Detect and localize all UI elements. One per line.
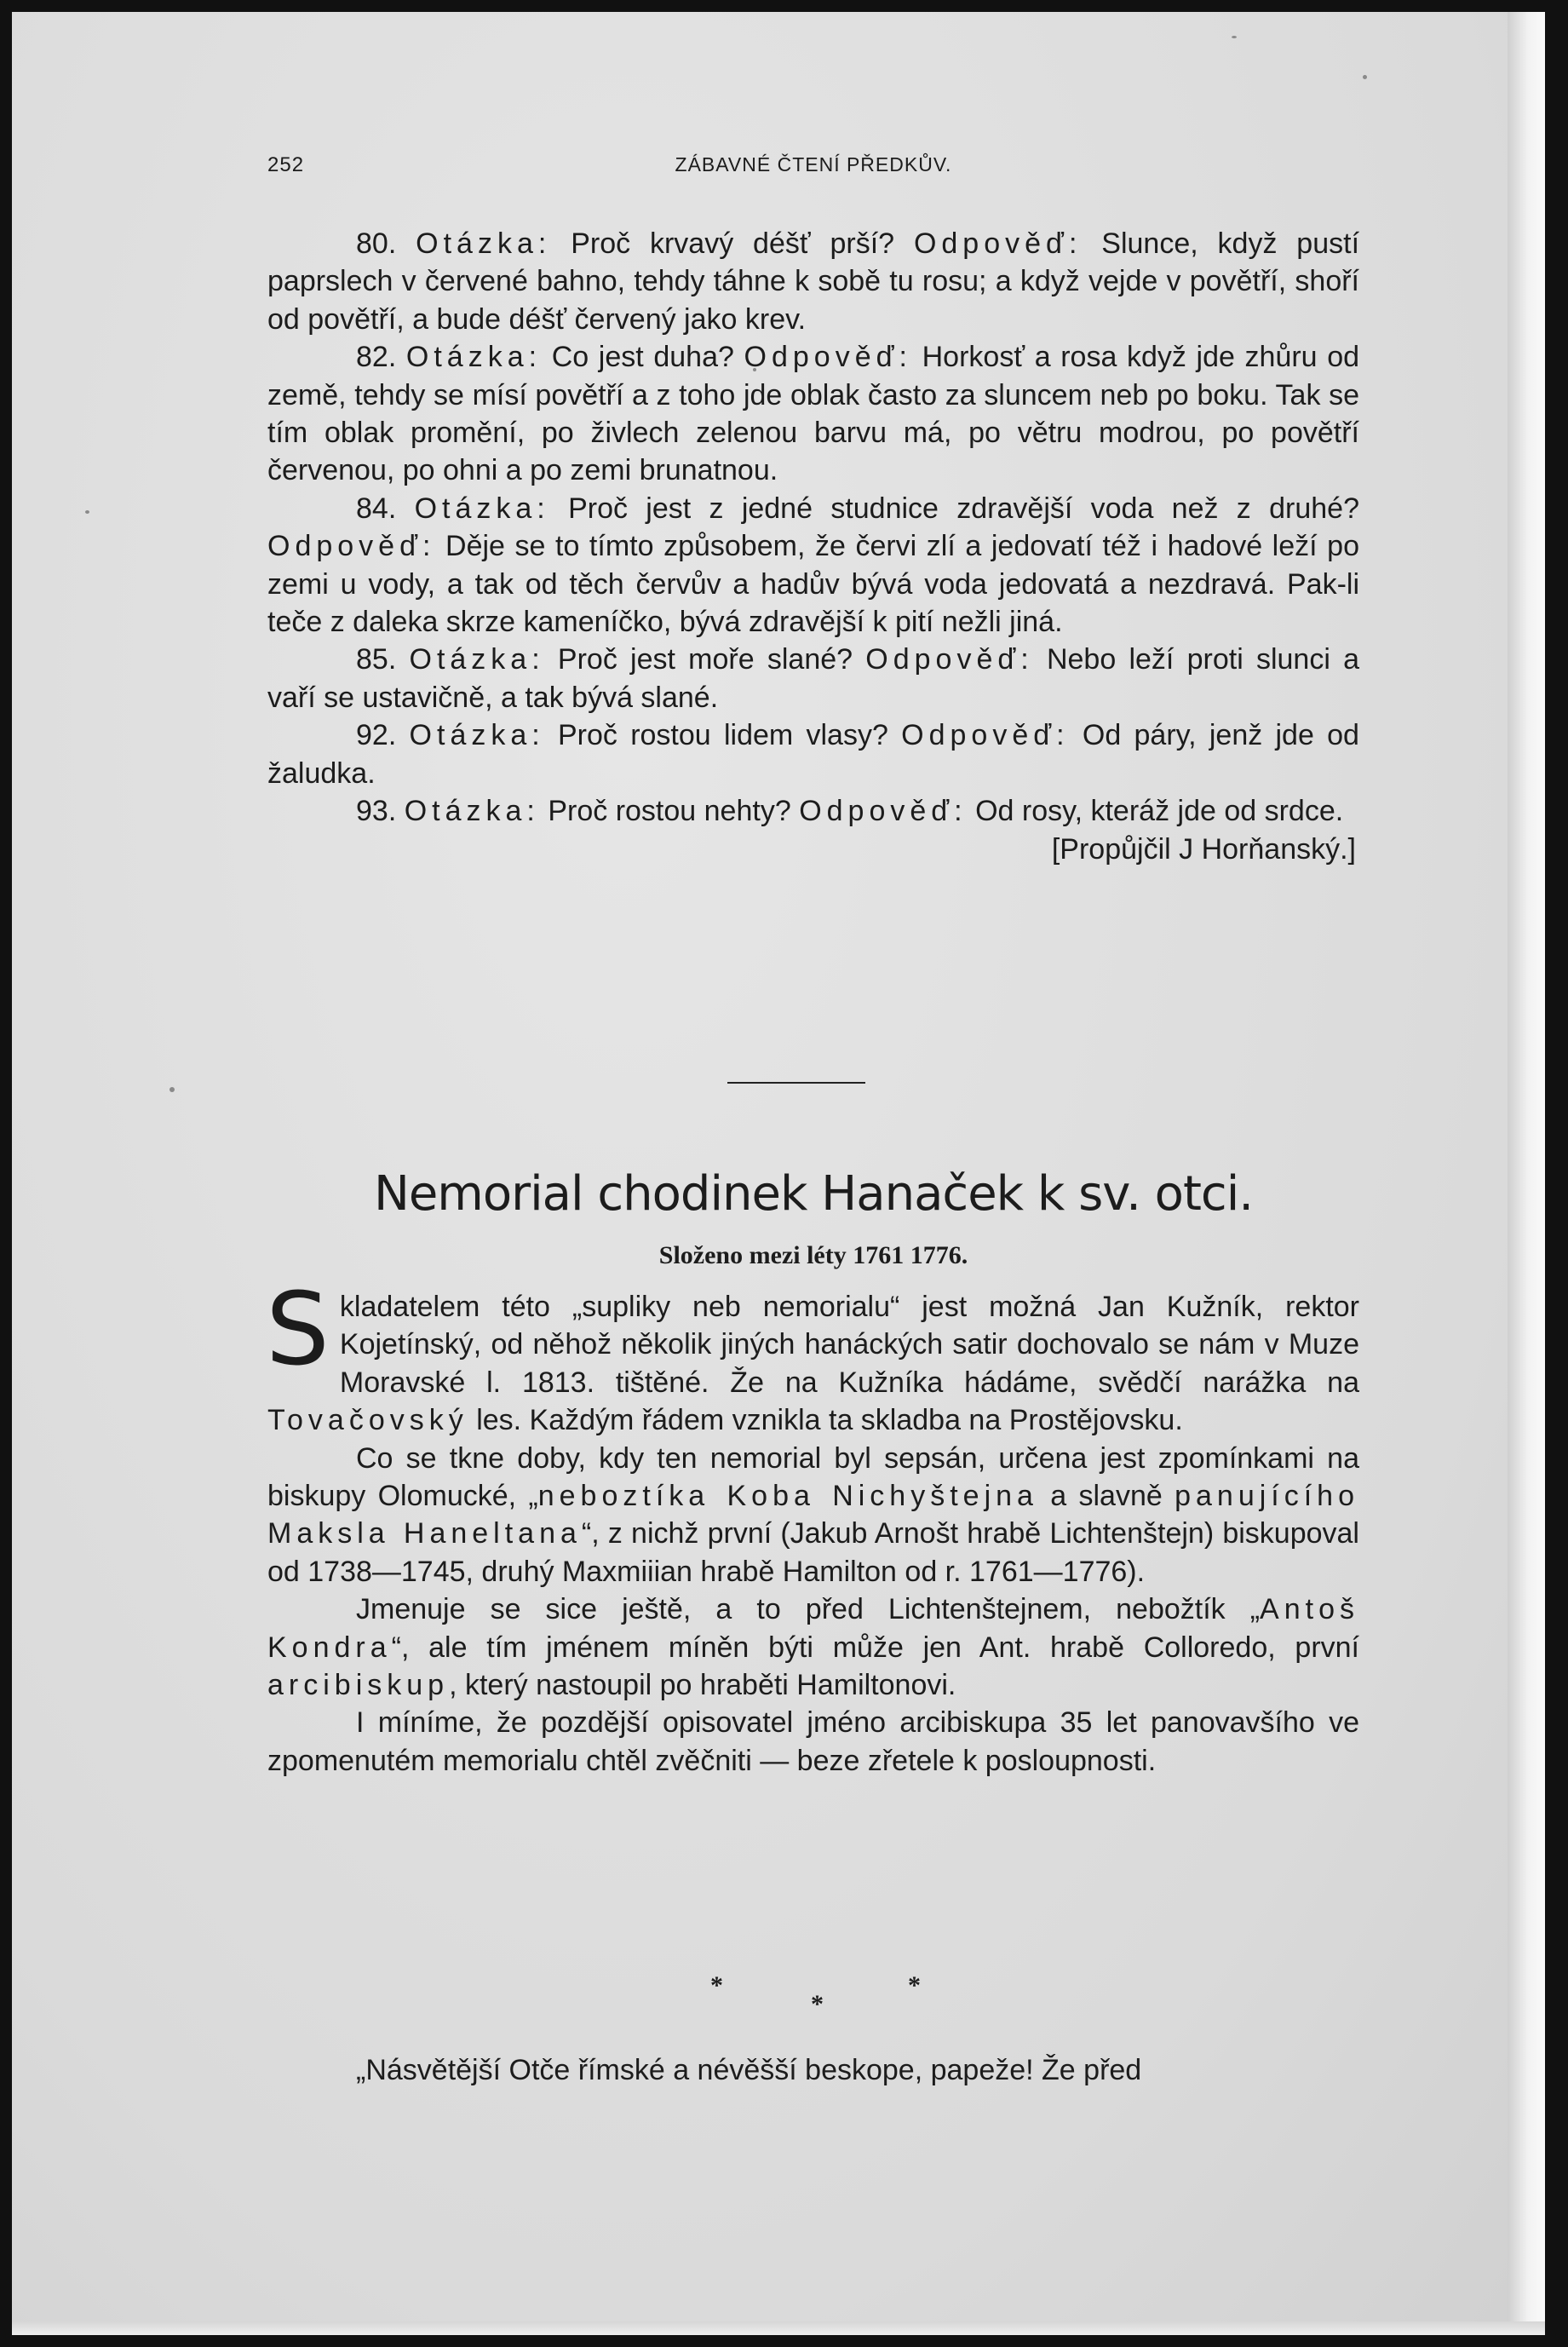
section-stars <box>267 1971 1359 2022</box>
scanned-page <box>12 12 1545 2335</box>
question-85: 85. Otázka: Proč jest moře slané? Odpověď: Nebo leží proti slunci a vaří se ustavičně, a tak bývá slané. <box>267 643 1360 714</box>
paragraph-3: Jmenuje se sice ještě, a to před Lichtenštejnem, nebožtík „Antoš Kondra“, ale tím jménem míněn býti může jen Ant. hrabě Colloredo, první arcibiskup, který nastoupil po hraběti Hamiltonovi. <box>267 1593 1359 1702</box>
paragraph-1: Skladatelem této „supliky neb nemorialu“ jest možná Jan Kužník, rektor Kojetínský, od něhož několik jiných hanáckých satir dochovalo se nám v Muze Moravské l. 1813. tištěné. Že na Kužníka hádáme, svědčí narážka na Tovačovský les. Každým řádem vznikla ta skladba na Prostějovsku. <box>266 1270 1359 1437</box>
article-continuation <box>267 2051 1359 2089</box>
question-84: 84. Otázka: Proč jest z jedné studnice zdravější voda než z druhé? Odpověď: Děje se to tímto způsobem, že červi zlí a jedovatí též i hadové leží po zemi u vody, a tak od těch červův a hadův bývá voda jedovatá a nezdravá. Pak-li teče z daleka skrze kameníčko, bývá zdravější k pití nežli jiná. <box>267 492 1359 639</box>
scan-speck <box>1232 36 1237 38</box>
section-divider <box>727 1082 865 1084</box>
page-bottom-edge <box>12 2321 1545 2335</box>
question-93: 93. Otázka: Proč rostou nehty? Odpověď: Od rosy, kteráž jde od srdce. [Propůjčil J Horňanský.] <box>267 792 1359 830</box>
question-82: 82. Otázka: Co jest duha? Odpověď: Horkosť a rosa když jde zhůru od země, tehdy se mísí povětří a z toho jde oblak často za sluncem neb po boku. Tak se tím oblak promění, po živlech zelenou barvu má, po větru modrou, po povětří červenou, po ohni a po zemi brunatnou. <box>267 341 1360 487</box>
star: * <box>811 1990 824 2018</box>
credit: [Propůjčil J Horňanský.] <box>1051 832 1356 866</box>
scan-speck <box>169 1087 175 1092</box>
question-92: 92. Otázka: Proč rostou lidem vlasy? Odpověď: Od páry, jenž jde od žaludka. <box>267 719 1359 790</box>
scan-speck <box>85 510 89 514</box>
question-80: 80. Otázka: Proč krvavý déšť prší? Odpověď: Slunce, když pustí paprslech v červené bahno, tehdy táhne k sobě tu rosu; a když vejde v povětří, shoří od povětří, a bude déšť červený jako krev. <box>267 227 1360 336</box>
questions-section <box>267 225 1359 868</box>
article-title: Nemorial chodinek Hanaček k sv. otci. <box>373 1166 1254 1222</box>
star: * <box>908 1971 921 1999</box>
running-title: ZÁBAVNÉ ČTENÍ PŘEDKŮV. <box>675 153 952 175</box>
paragraph-5: „Násvětější Otče římské a névěšší beskope, papeže! Že před <box>356 2054 1142 2086</box>
drop-cap: S <box>266 1270 330 1388</box>
article-body <box>266 1270 1359 1780</box>
star: * <box>710 1971 723 1999</box>
scan-speck <box>1363 75 1367 79</box>
article-subtitle: Složeno mezi léty 1761 1776. <box>658 1241 968 1269</box>
page-edge-shadow <box>1508 12 1545 2335</box>
paragraph-2: Co se tkne doby, kdy ten nemorial byl sepsán, určena jest zpomínkami na biskupy Olomucké, „neboztíka Koba Nichyštejna a slavně panujícího Maksla Haneltana“, z nichž první (Jakub Arnošt hrabě Lichtenštejn) biskupoval od 1738—1745, druhý Maxmiiian hrabě Hamilton od r. 1761—1776). <box>267 1441 1359 1588</box>
page-header <box>267 150 1359 184</box>
page-number: 252 <box>267 153 305 176</box>
paragraph-4: I míníme, že pozdější opisovatel jméno arcibiskupa 35 let panovavšího ve zpomenutém memorialu chtěl zvěčniti — beze zřetele k posloupnosti. <box>267 1706 1359 1777</box>
